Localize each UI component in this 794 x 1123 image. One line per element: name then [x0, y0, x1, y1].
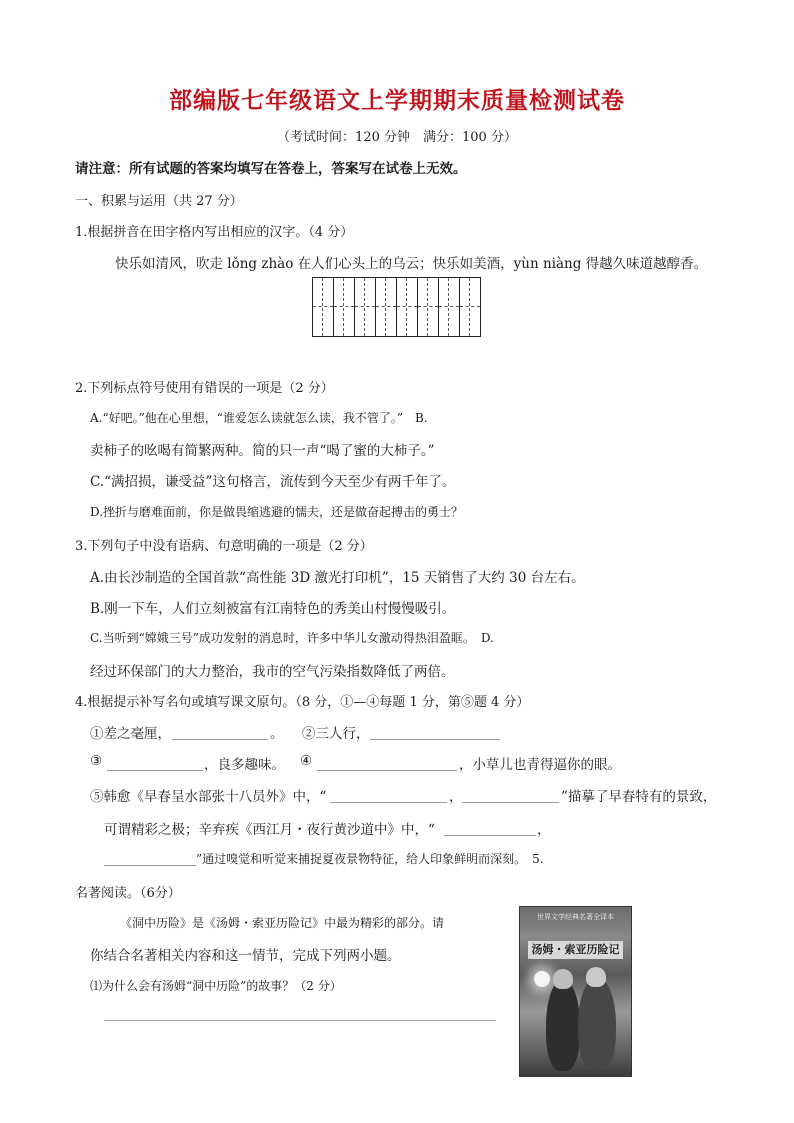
- notice: 请注意：所有试题的答案均填写在答卷上，答案写在试卷上无效。: [75, 161, 467, 177]
- girl-figure-icon: [578, 977, 616, 1071]
- answer-blank[interactable]: [444, 835, 536, 836]
- q4-line2-d: ，小草儿也青得逼你的眼。: [459, 757, 621, 773]
- answer-blank[interactable]: [370, 739, 500, 740]
- tianzige-cell[interactable]: [354, 277, 376, 337]
- tianzige-grid[interactable]: [312, 277, 480, 337]
- q3-option-c: C.当听到“嫦娥三号”成功发射的消息时，许多中华儿女激动得热泪盈眶。 D.: [90, 631, 494, 645]
- tianzige-cell[interactable]: [396, 277, 418, 337]
- q2-option-a: A.“好吧。”他在心里想，“谁爱怎么读就怎么读，我不管了。” B.: [90, 411, 428, 425]
- tianzige-cell[interactable]: [333, 277, 355, 337]
- q3-option-a: A.由长沙制造的全国首款“高性能 3D 激光打印机”，15 天销售了大约 30 台左右。: [90, 570, 585, 586]
- q3-option-d: 经过环保部门的大力整治，我市的空气污染指数降低了两倍。: [90, 664, 455, 680]
- q2-option-c: C.“满招损，谦受益”这句格言，流传到今天至少有两千年了。: [90, 474, 456, 490]
- q5-intro-line1: 《洞中历险》是《汤姆・索亚历险记》中最为精彩的部分。请: [120, 916, 445, 930]
- girl-face-icon: [586, 967, 606, 987]
- tianzige-cell[interactable]: [459, 277, 481, 337]
- q5-intro-line2: 你结合名著相关内容和这一情节，完成下列两小题。: [90, 948, 401, 964]
- cover-title-text: 汤姆・索亚历险记: [528, 941, 623, 959]
- lantern-icon: [534, 971, 550, 987]
- answer-blank[interactable]: [317, 770, 457, 771]
- book-cover-image: [519, 906, 632, 1077]
- section-heading: 一、积累与运用（共 27 分）: [75, 194, 243, 209]
- tianzige-cell[interactable]: [417, 277, 439, 337]
- q3-stem: 3.下列句子中没有语病、句意明确的一项是（2 分）: [75, 539, 373, 554]
- boy-face-icon: [553, 969, 573, 989]
- answer-blank[interactable]: [330, 802, 447, 803]
- q5-stem: 名著阅读。（6分）: [75, 886, 181, 901]
- q2-stem: 2.下列标点符号使用有错误的一项是（2 分）: [75, 381, 334, 396]
- exam-title: 部编版七年级语文上学期期末质量检测试卷: [169, 88, 625, 114]
- q2-option-b: 卖柿子的吆喝有简繁两种。简的只一声“喝了蜜的大柿子。”: [90, 443, 435, 459]
- answer-blank[interactable]: [172, 739, 268, 740]
- q4-line1-a: ①差之毫厘，: [90, 726, 171, 742]
- q5-subquestion-1: ⑴为什么会有汤姆“洞中历险”的故事？（2 分）: [90, 979, 342, 993]
- q4-line5-a: ”通过嗅觉和听觉来捕捉夏夜景物特征，给人印象鲜明而深刻。 5.: [196, 852, 544, 866]
- q4-line4-b: ，: [537, 822, 551, 838]
- q4-line2-c: ④: [300, 753, 313, 769]
- q4-line4-a: 可谓精彩之极；辛弃疾《西江月・夜行黄沙道中》中，“: [104, 822, 435, 838]
- q4-stem: 4.根据提示补写名句或填写课文原句。（8 分，①—④每题 1 分，第⑤题 4 分）: [75, 695, 530, 710]
- q4-line3-a: ⑤韩愈《早春呈水部张十八员外》中，“: [90, 789, 327, 805]
- q3-option-b: B.刚一下车，人们立刻被富有江南特色的秀美山村慢慢吸引。: [90, 601, 456, 617]
- answer-blank[interactable]: [104, 865, 196, 866]
- exam-subtitle: （考试时间：120 分钟 满分：100 分）: [277, 130, 517, 145]
- q2-option-d: D.挫折与磨难面前，你是做畏缩逃避的懦夫，还是做奋起搏击的勇士？: [90, 505, 464, 519]
- q4-line1-b: 。: [270, 726, 284, 742]
- boy-figure-icon: [546, 979, 580, 1071]
- q1-stem: 1.根据拼音在田字格内写出相应的汉字。（4 分）: [75, 225, 354, 240]
- tianzige-cell[interactable]: [312, 277, 334, 337]
- q1-text: 快乐如清风，吹走 lǒng zhào 在人们心头上的乌云；快乐如美酒，yùn niàng 得越久味道越醇香。: [115, 256, 708, 272]
- answer-blank[interactable]: [107, 770, 203, 771]
- q4-line2-a: ③: [90, 753, 103, 769]
- answer-line[interactable]: [104, 1020, 496, 1021]
- answer-blank[interactable]: [462, 802, 559, 803]
- q4-line3-b: ，: [449, 789, 463, 805]
- cover-series-text: 世界文学经典名著全译本: [537, 913, 614, 921]
- q4-line1-c: ②三人行，: [302, 726, 370, 742]
- tianzige-cell[interactable]: [438, 277, 460, 337]
- tianzige-cell[interactable]: [375, 277, 397, 337]
- q4-line2-b: ，良多趣味。: [204, 757, 285, 773]
- q4-line3-c: ”描摹了早春特有的景致，: [561, 789, 717, 805]
